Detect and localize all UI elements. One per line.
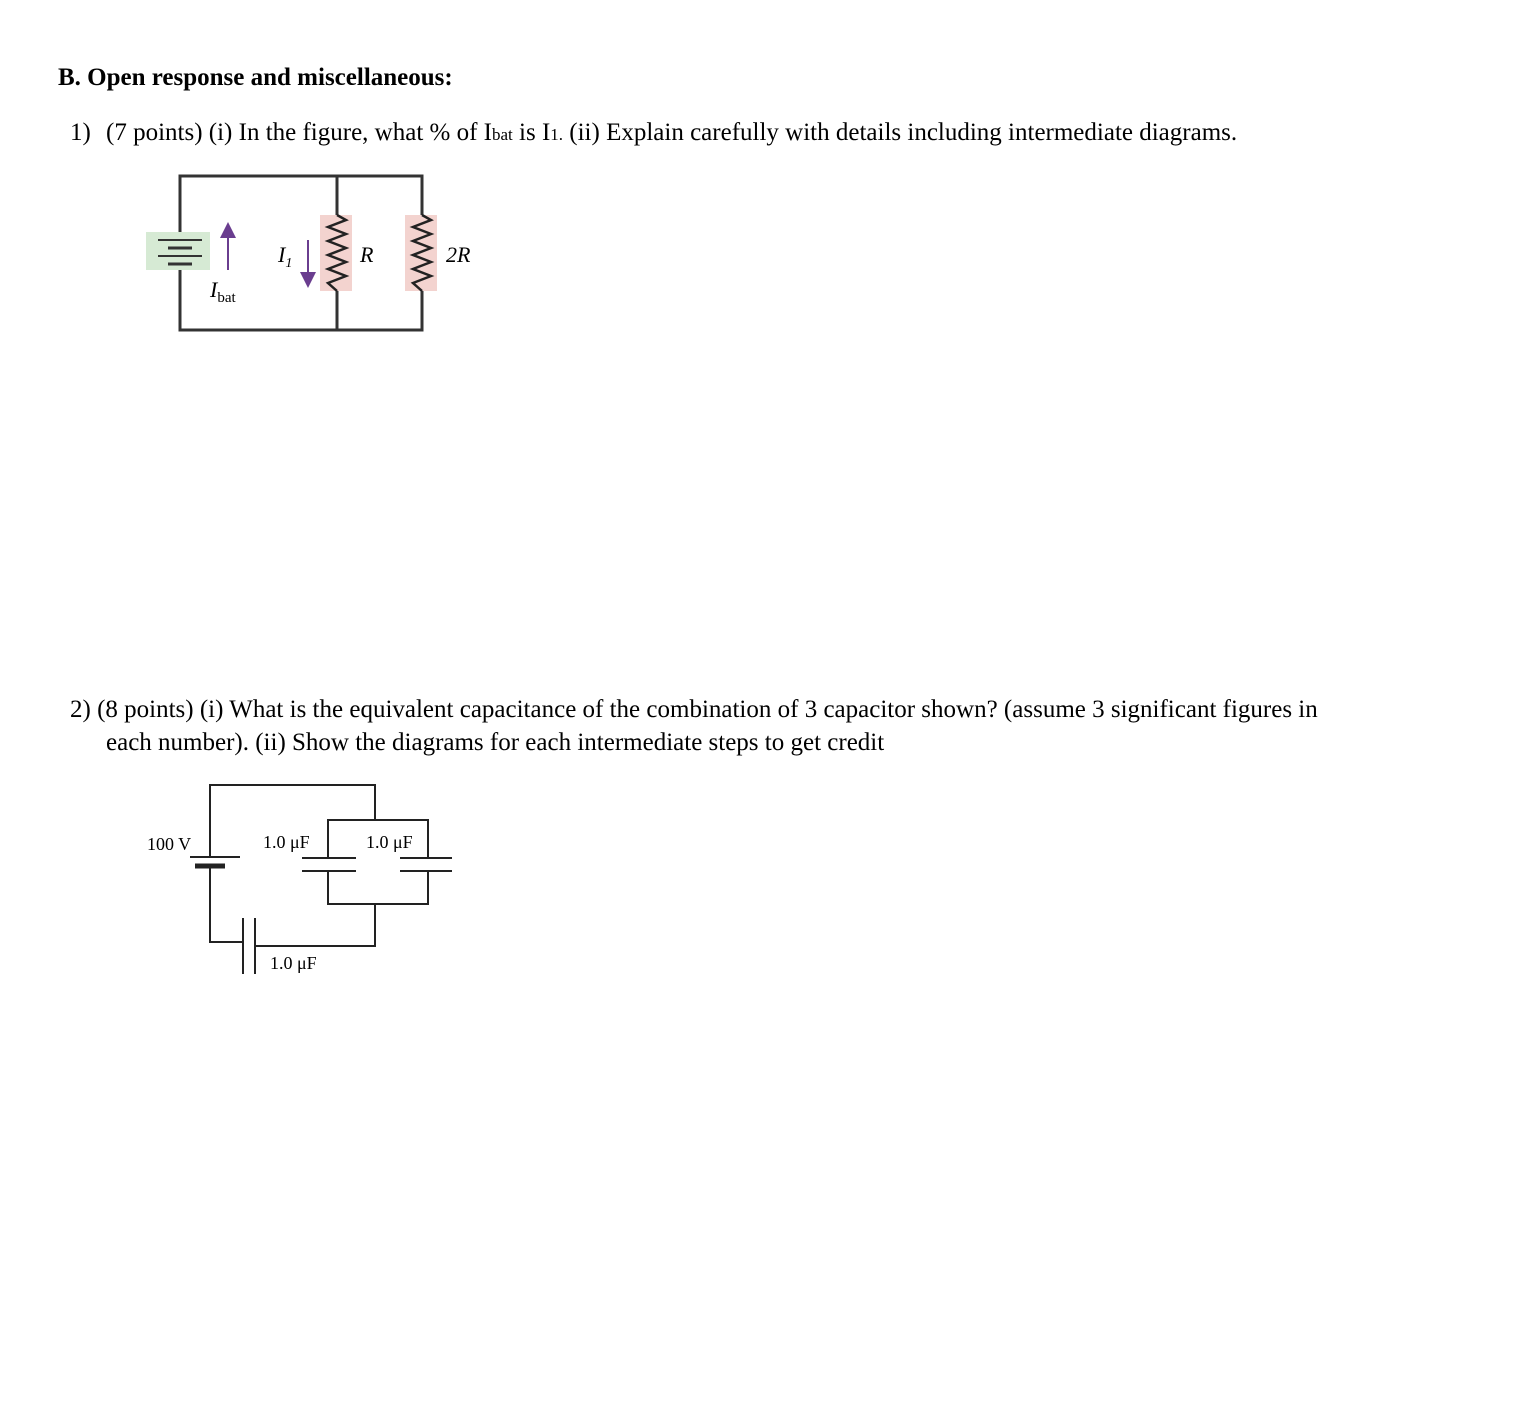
question-1-text-a: (7 points) (i) In the figure, what % of I [106, 119, 492, 146]
question-1-sub-1: 1. [550, 125, 564, 144]
question-1-sub-bat: bat [492, 125, 513, 144]
cap-b-label: 1.0 μF [366, 832, 413, 852]
cap-battery-label: 100 V [147, 834, 192, 854]
current-i1-label: $I_1$ [278, 242, 293, 271]
cap-parallel-bottom-wire [328, 871, 428, 904]
question-1-number: 1) [70, 119, 91, 146]
cap-wire-bottom [255, 904, 375, 946]
question-2-line-1: 2) (8 points) (i) What is the equivalent capacitance of the combination of 3 capacitor shown? (assume 3 significant figures in [70, 696, 1318, 723]
cap-c-label: 1.0 μF [270, 953, 317, 973]
resistor-r-label: R [360, 242, 374, 267]
cap-a-label: 1.0 μF [263, 832, 310, 852]
question-1-text-b: is I [512, 119, 551, 146]
section-heading: B. Open response and miscellaneous: [58, 64, 453, 91]
resistor-2r-label: 2R [446, 242, 471, 267]
cap-wire-left [210, 866, 243, 942]
question-1-text-c: (ii) Explain carefully with details including intermediate diagrams. [563, 119, 1238, 146]
question-2-line-2: each number). (ii) Show the diagrams for each intermediate steps to get credit [106, 729, 885, 756]
battery-current-label: $I_{bat}$ [210, 277, 236, 306]
